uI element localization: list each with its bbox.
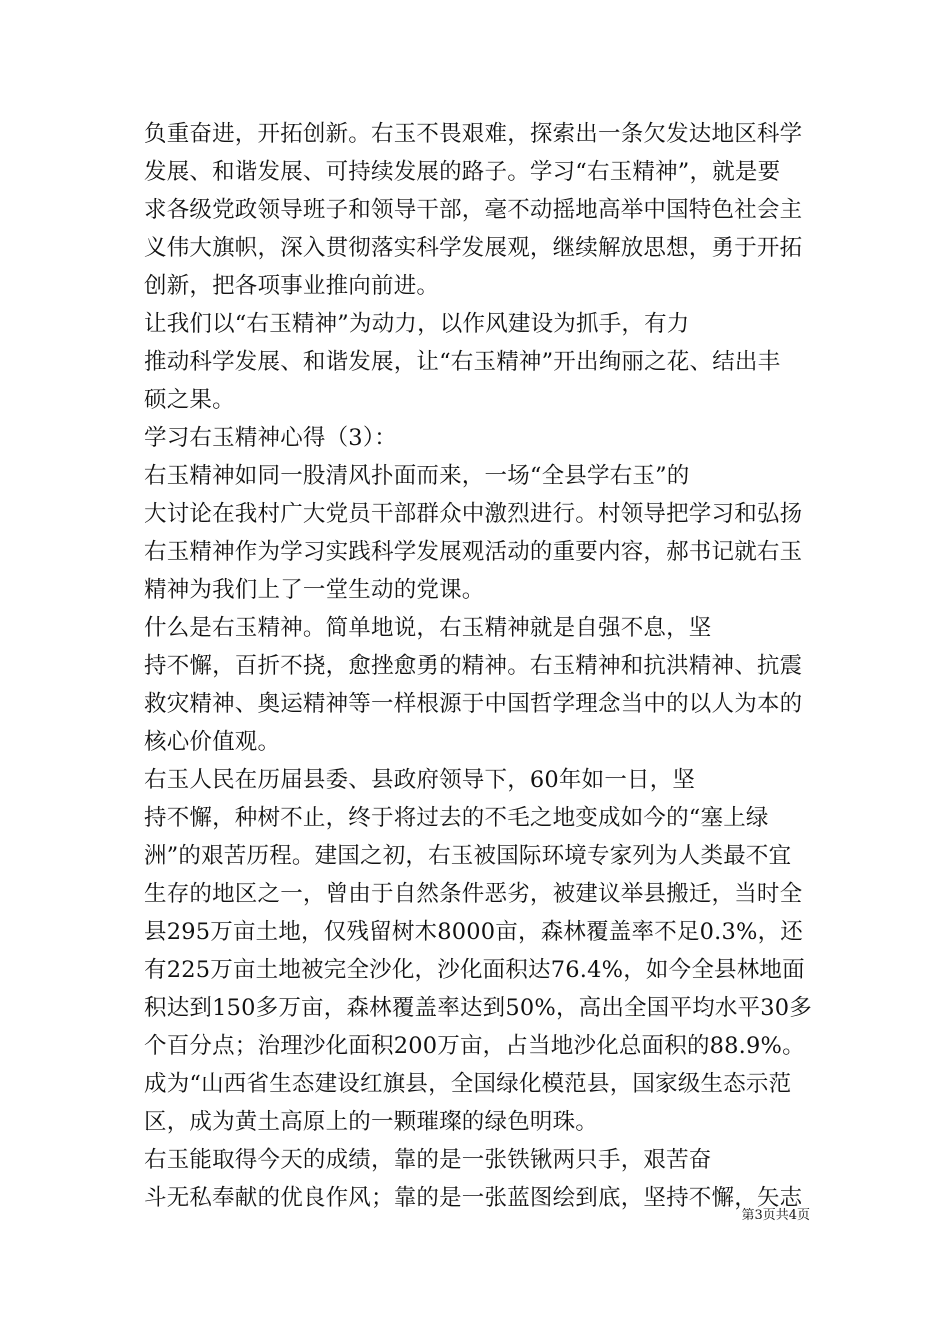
text-line: 右玉精神如同一股清风扑面而来，一场“全县学右玉”的	[144, 463, 690, 489]
text-line: 什么是右玉精神。简单地说，右玉精神就是自强不息，坚	[144, 615, 712, 641]
text-line: 推动科学发展、和谐发展，让“右玉精神”开出绚丽之花、结出丰	[144, 349, 781, 375]
text-line: 个百分点；治理沙化面积200万亩，占当地沙化总面积的88.9%。	[144, 1033, 805, 1059]
text-line: 创新，把各项事业推向前进。	[144, 273, 440, 299]
text-line: 持不懈，种树不止，终于将过去的不毛之地变成如今的“塞上绿	[144, 805, 769, 831]
text-line: 积达到150多万亩，森林覆盖率达到50%，高出全国平均水平30多	[144, 995, 812, 1021]
text-line: 负重奋进，开拓创新。右玉不畏艰难，探索出一条欠发达地区科学	[144, 121, 803, 147]
text-line: 有225万亩土地被完全沙化，沙化面积达76.4%，如今全县林地面	[144, 957, 805, 983]
text-line: 精神为我们上了一堂生动的党课。	[144, 577, 485, 603]
text-line: 生存的地区之一，曾由于自然条件恶劣，被建议举县搬迁，当时全	[144, 881, 803, 907]
text-line: 成为“山西省生态建设红旗县，全国绿化模范县，国家级生态示范	[144, 1071, 792, 1097]
section-heading: 学习右玉精神心得（3）：	[144, 425, 397, 451]
text-line: 右玉人民在历届县委、县政府领导下，60年如一日，坚	[144, 767, 696, 793]
text-line: 斗无私奉献的优良作风；靠的是一张蓝图绘到底，坚持不懈，矢志	[144, 1185, 803, 1211]
text-line: 发展、和谐发展、可持续发展的路子。学习“右玉精神”，就是要	[144, 159, 781, 185]
text-line: 右玉精神作为学习实践科学发展观活动的重要内容，郝书记就右玉	[144, 539, 803, 565]
text-line: 大讨论在我村广大党员干部群众中激烈进行。村领导把学习和弘扬	[144, 501, 803, 527]
text-line: 救灾精神、奥运精神等一样根源于中国哲学理念当中的以人为本的	[144, 691, 803, 717]
text-line: 县295万亩土地，仅残留树木8000亩，森林覆盖率不足0.3%，还	[144, 919, 803, 945]
text-line: 区，成为黄土高原上的一颗璀璨的绿色明珠。	[144, 1109, 599, 1135]
text-line: 义伟大旗帜，深入贯彻落实科学发展观，继续解放思想，勇于开拓	[144, 235, 803, 261]
text-line: 求各级党政领导班子和领导干部，毫不动摇地高举中国特色社会主	[144, 197, 803, 223]
text-line: 核心价值观。	[144, 729, 281, 755]
text-line: 右玉能取得今天的成绩，靠的是一张铁锹两只手，艰苦奋	[144, 1147, 712, 1173]
page-number-footer: 第3页共4页	[741, 1208, 810, 1223]
text-line: 洲”的艰苦历程。建国之初，右玉被国际环境专家列为人类最不宜	[144, 843, 792, 869]
text-line: 硕之果。	[144, 387, 235, 413]
text-line: 持不懈，百折不挠，愈挫愈勇的精神。右玉精神和抗洪精神、抗震	[144, 653, 803, 679]
text-line: 让我们以“右玉精神”为动力，以作风建设为抓手，有力	[144, 311, 690, 337]
